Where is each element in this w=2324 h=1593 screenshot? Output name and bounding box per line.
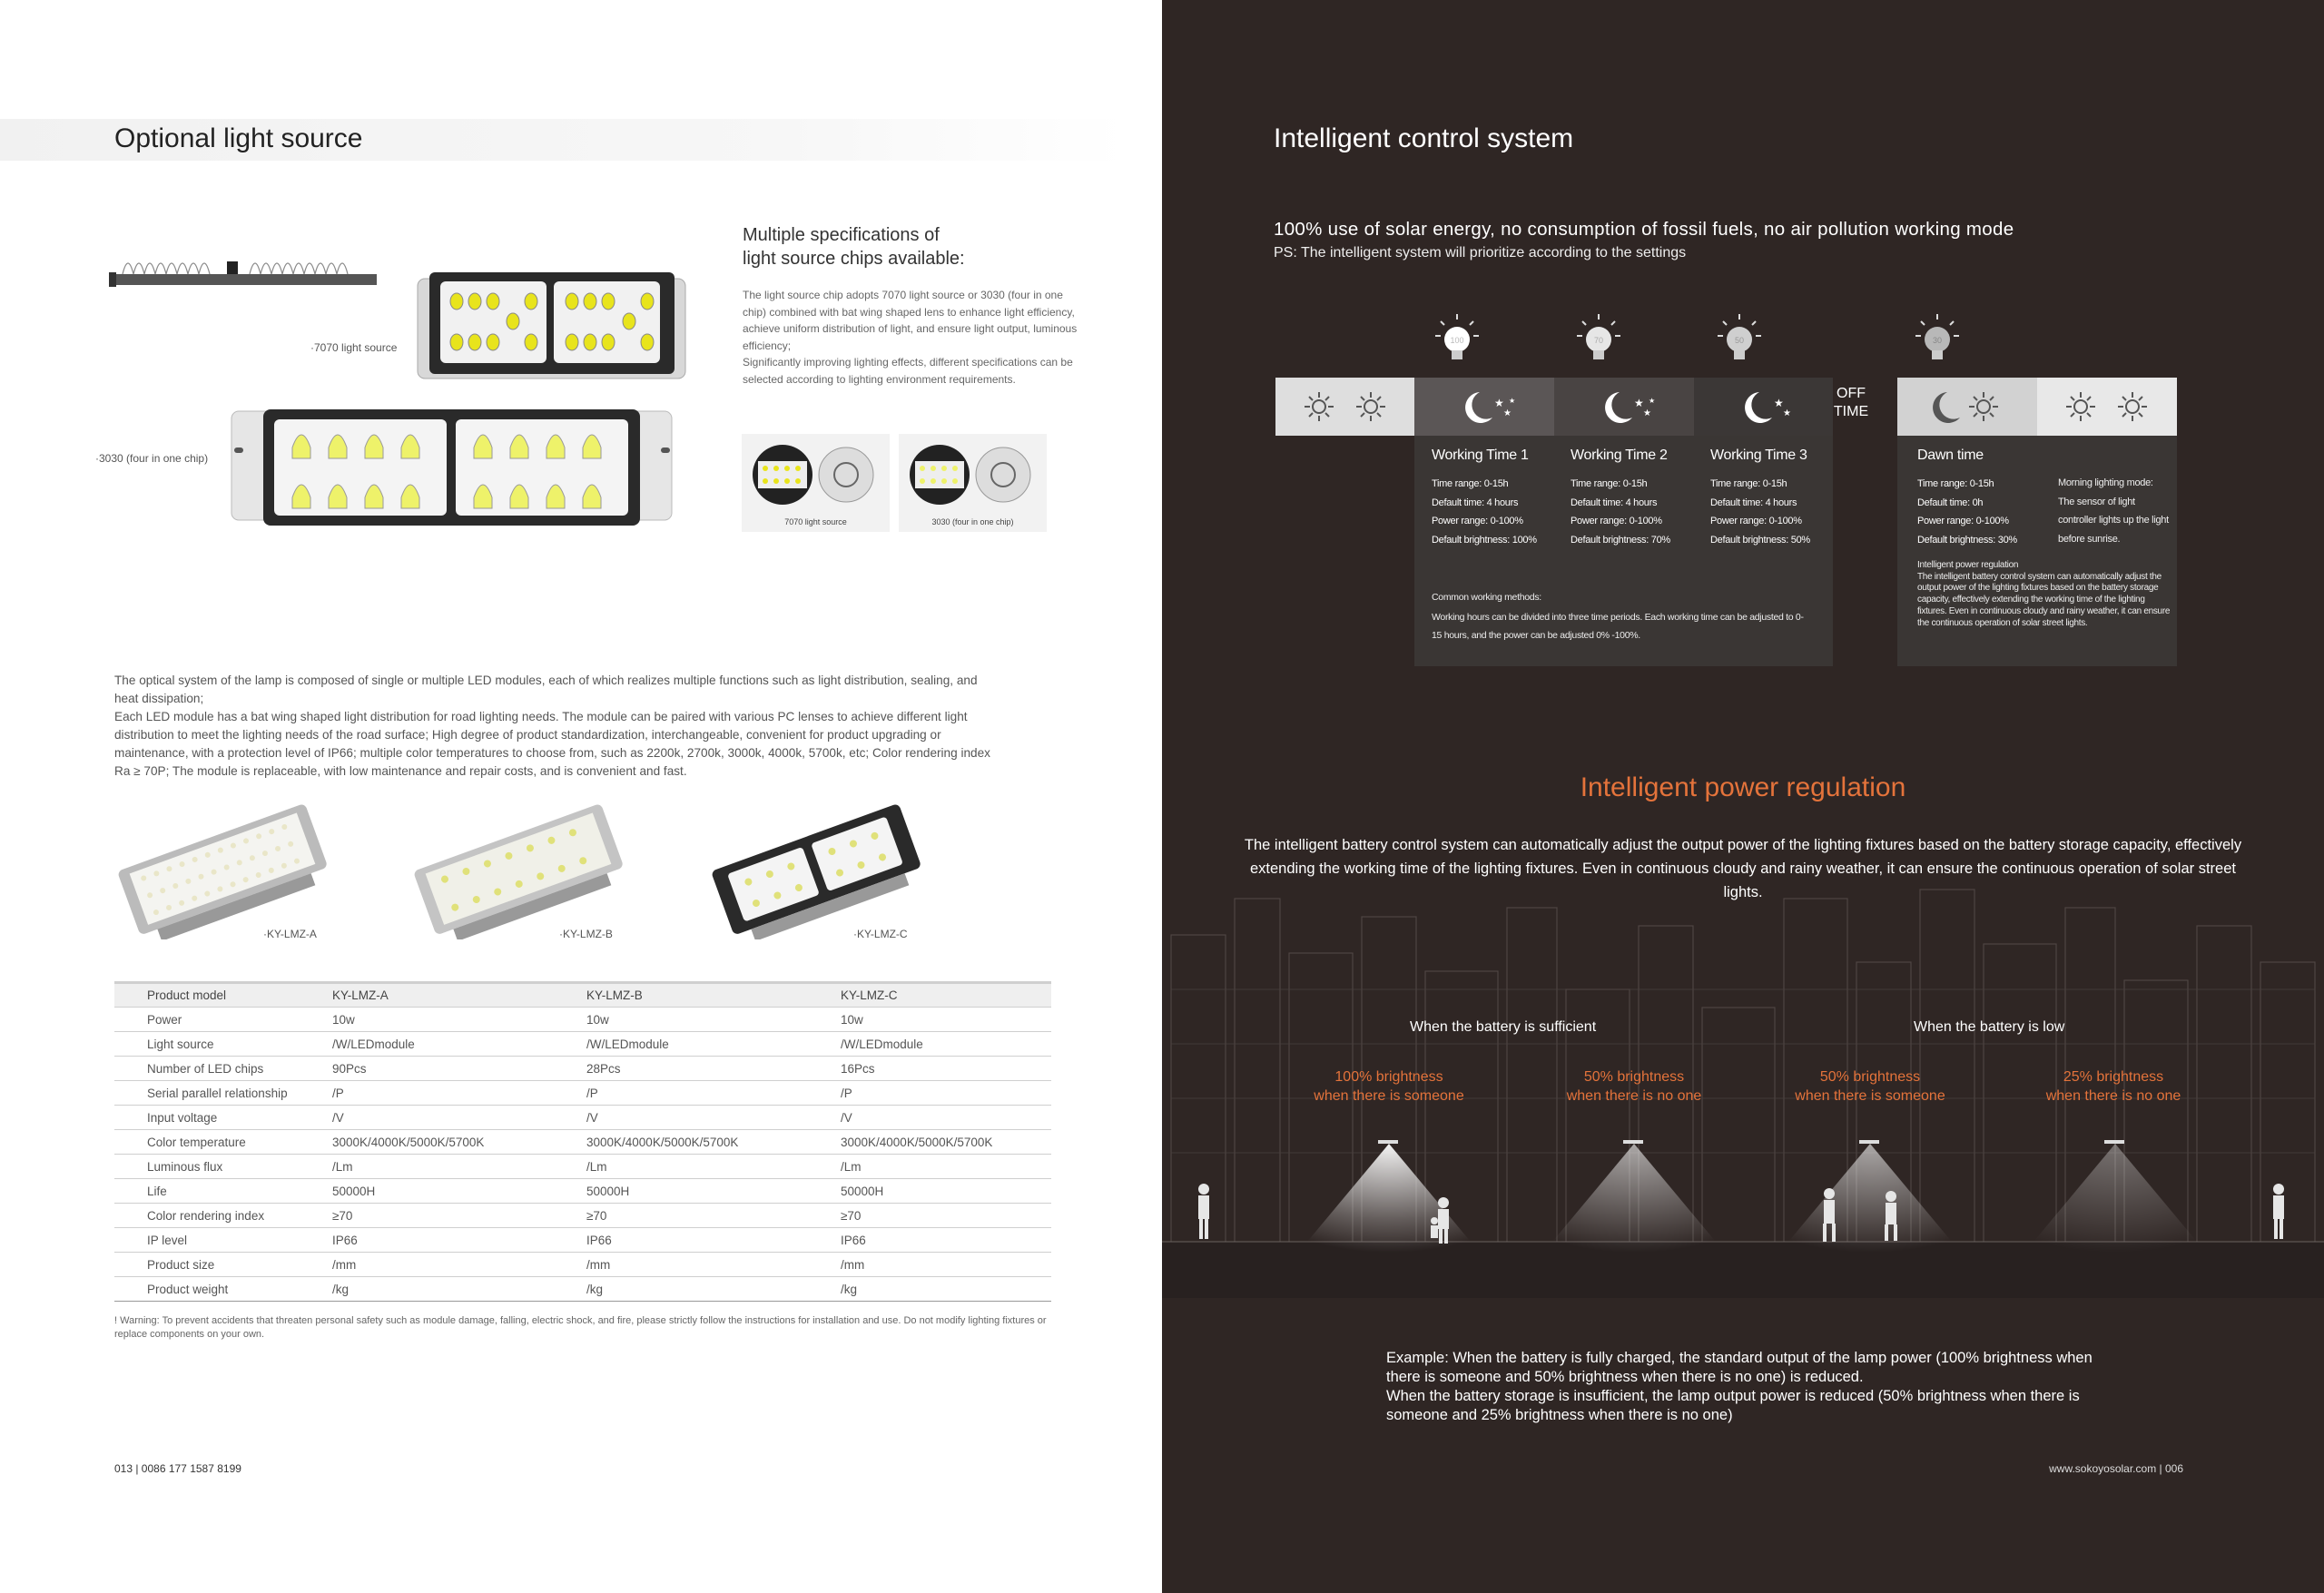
chip-3030-box bbox=[899, 434, 1047, 532]
bulb-icon-30 bbox=[1914, 312, 1961, 367]
right-page bbox=[1162, 0, 2324, 1593]
segment-working-2 bbox=[1554, 378, 1694, 436]
solar-subtitle: 100% use of solar energy, no consumption of fossil fuels, no air pollution working mode bbox=[1274, 219, 2014, 240]
table-cell: /V bbox=[586, 1106, 841, 1130]
table-cell: Life bbox=[114, 1179, 332, 1204]
table-cell: /kg bbox=[586, 1277, 841, 1302]
table-cell: 3000K/4000K/5000K/5700K bbox=[332, 1130, 586, 1155]
svg-text:★: ★ bbox=[1494, 397, 1504, 409]
battery-sufficient-label: When the battery is sufficient bbox=[1410, 1019, 1597, 1035]
table-cell: /W/LEDmodule bbox=[586, 1032, 841, 1057]
table-cell: ≥70 bbox=[332, 1204, 586, 1228]
table-cell: IP66 bbox=[841, 1228, 1051, 1253]
table-cell: 3000K/4000K/5000K/5700K bbox=[586, 1130, 841, 1155]
table-cell: KY-LMZ-A bbox=[332, 983, 586, 1008]
bulb-label-70: 70 bbox=[1593, 336, 1604, 345]
bulb-icon-100 bbox=[1433, 312, 1481, 367]
table-cell: 50000H bbox=[841, 1179, 1051, 1204]
svg-text:★: ★ bbox=[1503, 408, 1512, 418]
moon-icon bbox=[1554, 378, 1694, 436]
table-cell: IP66 bbox=[586, 1228, 841, 1253]
table-cell: /W/LEDmodule bbox=[332, 1032, 586, 1057]
segment-day-start bbox=[1275, 378, 1414, 436]
segment-day-end bbox=[2037, 378, 2177, 436]
table-row bbox=[114, 1155, 1051, 1179]
footer-right: www.sokoyosolar.com | 006 bbox=[2049, 1462, 2183, 1475]
moon-icon bbox=[1414, 378, 1554, 436]
chip-3030-image bbox=[908, 443, 1039, 506]
product-c-image bbox=[708, 803, 926, 939]
table-cell: /mm bbox=[332, 1253, 586, 1277]
module-3030-image bbox=[227, 407, 676, 543]
table-row bbox=[114, 1057, 1051, 1081]
spec-table bbox=[114, 981, 1051, 1302]
bulb-label-30: 30 bbox=[1932, 336, 1943, 345]
table-cell: 50000H bbox=[332, 1179, 586, 1204]
common-methods: Common working methods: Working hours can be divided into three time periods. Each working time can be adjusted to 0-15 hours, and the power can be adjusted 0% -100%. bbox=[1432, 592, 1804, 641]
table-cell: 50000H bbox=[586, 1179, 841, 1204]
table-cell: /Lm bbox=[841, 1155, 1051, 1179]
working-time-1: Working Time 1 Time range: 0-15h Default time: 4 hours Power range: 0-100% Default brightness: 100% bbox=[1432, 447, 1537, 546]
table-cell: 90Pcs bbox=[332, 1057, 586, 1081]
table-cell: /P bbox=[841, 1081, 1051, 1106]
spec-table-body bbox=[114, 983, 1051, 1302]
table-row bbox=[114, 1008, 1051, 1032]
chip-7070-box bbox=[742, 434, 890, 532]
moon-icon bbox=[1694, 378, 1833, 436]
table-cell: Product size bbox=[114, 1253, 332, 1277]
chip-7070-image bbox=[751, 443, 882, 506]
segment-dawn bbox=[1897, 378, 2037, 436]
brightness-50-someone: 50% brightness when there is someone bbox=[1795, 1069, 1945, 1104]
table-cell: Product weight bbox=[114, 1277, 332, 1302]
off-time-label: OFF TIME bbox=[1833, 386, 1869, 419]
product-a-label: ·KY-LMZ-A bbox=[263, 928, 317, 940]
table-cell: /Lm bbox=[586, 1155, 841, 1179]
table-cell: Color temperature bbox=[114, 1130, 332, 1155]
svg-text:★: ★ bbox=[1774, 397, 1784, 409]
table-row bbox=[114, 1179, 1051, 1204]
table-cell: Serial parallel relationship bbox=[114, 1081, 332, 1106]
table-row bbox=[114, 1106, 1051, 1130]
table-cell: KY-LMZ-B bbox=[586, 983, 841, 1008]
table-cell: /kg bbox=[841, 1277, 1051, 1302]
table-cell: ≥70 bbox=[841, 1204, 1051, 1228]
spec-title: Multiple specifications of light source chips available: bbox=[743, 225, 965, 269]
optical-description: The optical system of the lamp is composed of single or multiple LED modules, each of which realizes multiple functions such as light distribution, sealing, and heat dissipation; Each LED module has a bat wing shaped light distribution for road lighting needs. The module can be paired with various PC lenses to achieve different light distribution to meet the lighting needs of the road surface; High degree of product standardization, interchangeable, convenient for product upgrading or maintenance, with a protection level of IP66; multiple color temperatures to choose from, such as 2200k, 2700k, 3000k, 4000k, 5700k, etc; Color rendering index Ra ≥ 70P; The module is replaceable, with low maintenance and repair costs, and is convenient and fast. bbox=[114, 674, 990, 778]
table-row bbox=[114, 1277, 1051, 1302]
bulb-icon-70 bbox=[1575, 312, 1622, 367]
brightness-25-no-one: 25% brightness when there is no one bbox=[2045, 1069, 2181, 1104]
bulb-label-100: 100 bbox=[1450, 336, 1464, 345]
bulb-label-50: 50 bbox=[1734, 336, 1745, 345]
table-cell: Number of LED chips bbox=[114, 1057, 332, 1081]
table-header-row bbox=[114, 983, 1051, 1008]
ipr-small: Intelligent power regulation The intelligent battery control system can automatically adjust the output power of the lighting fixtures based on the battery storage capacity, effectively extending the working time of the lighting fixtures. Even in continuous cloudy and rainy weather, it can ensure the continuous operation of solar street lights. bbox=[1917, 560, 2171, 628]
table-row bbox=[114, 1130, 1051, 1155]
table-cell: /Lm bbox=[332, 1155, 586, 1179]
footer-left: 013 | 0086 177 1587 8199 bbox=[114, 1462, 241, 1475]
table-cell: IP66 bbox=[332, 1228, 586, 1253]
section-title: Optional light source bbox=[114, 123, 363, 153]
svg-text:★: ★ bbox=[1509, 397, 1516, 405]
svg-text:★: ★ bbox=[1783, 408, 1791, 418]
spec-body: The light source chip adopts 7070 light source or 3030 (four in one chip) combined with bat wing shaped lens to enhance light efficiency, achieve uniform distribution of light, and ensure light output, luminous efficiency; Significantly improving lighting effects, different specifications can be selected according to lighting environment requirements. bbox=[743, 289, 1078, 386]
bulb-icon-50 bbox=[1716, 312, 1763, 367]
table-cell: 16Pcs bbox=[841, 1057, 1051, 1081]
product-b-image bbox=[410, 803, 628, 939]
svg-text:★: ★ bbox=[1634, 397, 1644, 409]
moon-sun-icon bbox=[1897, 378, 2037, 436]
table-cell: /W/LEDmodule bbox=[841, 1032, 1051, 1057]
chip-3030-label: 3030 (four in one chip) bbox=[931, 517, 1014, 526]
table-cell: /P bbox=[332, 1081, 586, 1106]
table-cell: IP level bbox=[114, 1228, 332, 1253]
table-row bbox=[114, 1204, 1051, 1228]
product-b-label: ·KY-LMZ-B bbox=[559, 928, 613, 940]
segment-working-1 bbox=[1414, 378, 1554, 436]
table-cell: 28Pcs bbox=[586, 1057, 841, 1081]
morning-mode: Morning lighting mode: The sensor of light controller lights up the light before sunrise. bbox=[2058, 477, 2169, 545]
module-7070-image bbox=[413, 265, 704, 392]
table-cell: /mm bbox=[841, 1253, 1051, 1277]
dawn-time: Dawn time Time range: 0-15h Default time: 0h Power range: 0-100% Default brightness: 30% bbox=[1917, 447, 2017, 546]
table-cell: 3000K/4000K/5000K/5700K bbox=[841, 1130, 1051, 1155]
working-time-3: Working Time 3 Time range: 0-15h Default time: 4 hours Power range: 0-100% Default brightness: 50% bbox=[1710, 447, 1810, 546]
table-cell: /mm bbox=[586, 1253, 841, 1277]
brightness-50-no-one: 50% brightness when there is no one bbox=[1566, 1069, 1702, 1104]
table-cell: 10w bbox=[332, 1008, 586, 1032]
table-cell: 10w bbox=[586, 1008, 841, 1032]
product-a-image bbox=[114, 803, 332, 939]
svg-text:★: ★ bbox=[1643, 408, 1651, 418]
caption-3030: ·3030 (four in one chip) bbox=[95, 452, 209, 465]
table-row bbox=[114, 1032, 1051, 1057]
brightness-100-someone: 100% brightness when there is someone bbox=[1314, 1069, 1464, 1104]
table-row bbox=[114, 1253, 1051, 1277]
table-cell: Input voltage bbox=[114, 1106, 332, 1130]
table-cell: KY-LMZ-C bbox=[841, 983, 1051, 1008]
table-cell: Luminous flux bbox=[114, 1155, 332, 1179]
table-cell: /V bbox=[841, 1106, 1051, 1130]
table-cell: Color rendering index bbox=[114, 1204, 332, 1228]
table-cell: /V bbox=[332, 1106, 586, 1130]
table-cell: Product model bbox=[114, 983, 332, 1008]
table-row bbox=[114, 1081, 1051, 1106]
segment-working-3 bbox=[1694, 378, 1833, 436]
lamp-side-view-image bbox=[95, 238, 395, 292]
working-time-2: Working Time 2 Time range: 0-15h Default time: 4 hours Power range: 0-100% Default brightness: 70% bbox=[1571, 447, 1670, 546]
caption-7070: ·7070 light source bbox=[310, 341, 398, 354]
control-title: Intelligent control system bbox=[1274, 123, 1574, 153]
power-regulation-body: The intelligent battery control system can automatically adjust the output power of the lighting fixtures based on the battery storage capacity, effectively extending the working time of the lighting fixtures. Even in continuous cloudy and rainy weather, it can ensure the continuous operation of solar street lights. bbox=[1244, 837, 2242, 900]
sun-icon bbox=[2037, 378, 2177, 436]
power-regulation-title: Intelligent power regulation bbox=[1580, 772, 1906, 802]
warning-text: ! Warning: To prevent accidents that threaten personal safety such as module damage, falling, electric shock, and fire, please strictly follow the instructions for installation and use. Do not modify lighting fixtures or replace components on your own. bbox=[114, 1315, 1047, 1340]
product-c-label: ·KY-LMZ-C bbox=[853, 928, 908, 940]
table-cell: 10w bbox=[841, 1008, 1051, 1032]
ps-note: PS: The intelligent system will prioritize according to the settings bbox=[1274, 245, 1687, 261]
table-cell: Power bbox=[114, 1008, 332, 1032]
sun-icon bbox=[1275, 378, 1414, 436]
table-cell: /kg bbox=[332, 1277, 586, 1302]
table-cell: ≥70 bbox=[586, 1204, 841, 1228]
table-cell: /P bbox=[586, 1081, 841, 1106]
example-text: Example: When the battery is fully charged, the standard output of the lamp power (100% brightness when there is someone and 50% brightness when there is no one) is reduced. When the battery storage is insufficient, the lamp output power is reduced (50% brightness when there is someone and 25% brightness when there is no one) bbox=[1386, 1350, 2093, 1423]
table-row bbox=[114, 1228, 1051, 1253]
svg-text:★: ★ bbox=[1649, 397, 1656, 405]
chip-7070-label: 7070 light source bbox=[784, 517, 847, 526]
battery-low-label: When the battery is low bbox=[1914, 1019, 2065, 1035]
table-cell: Light source bbox=[114, 1032, 332, 1057]
